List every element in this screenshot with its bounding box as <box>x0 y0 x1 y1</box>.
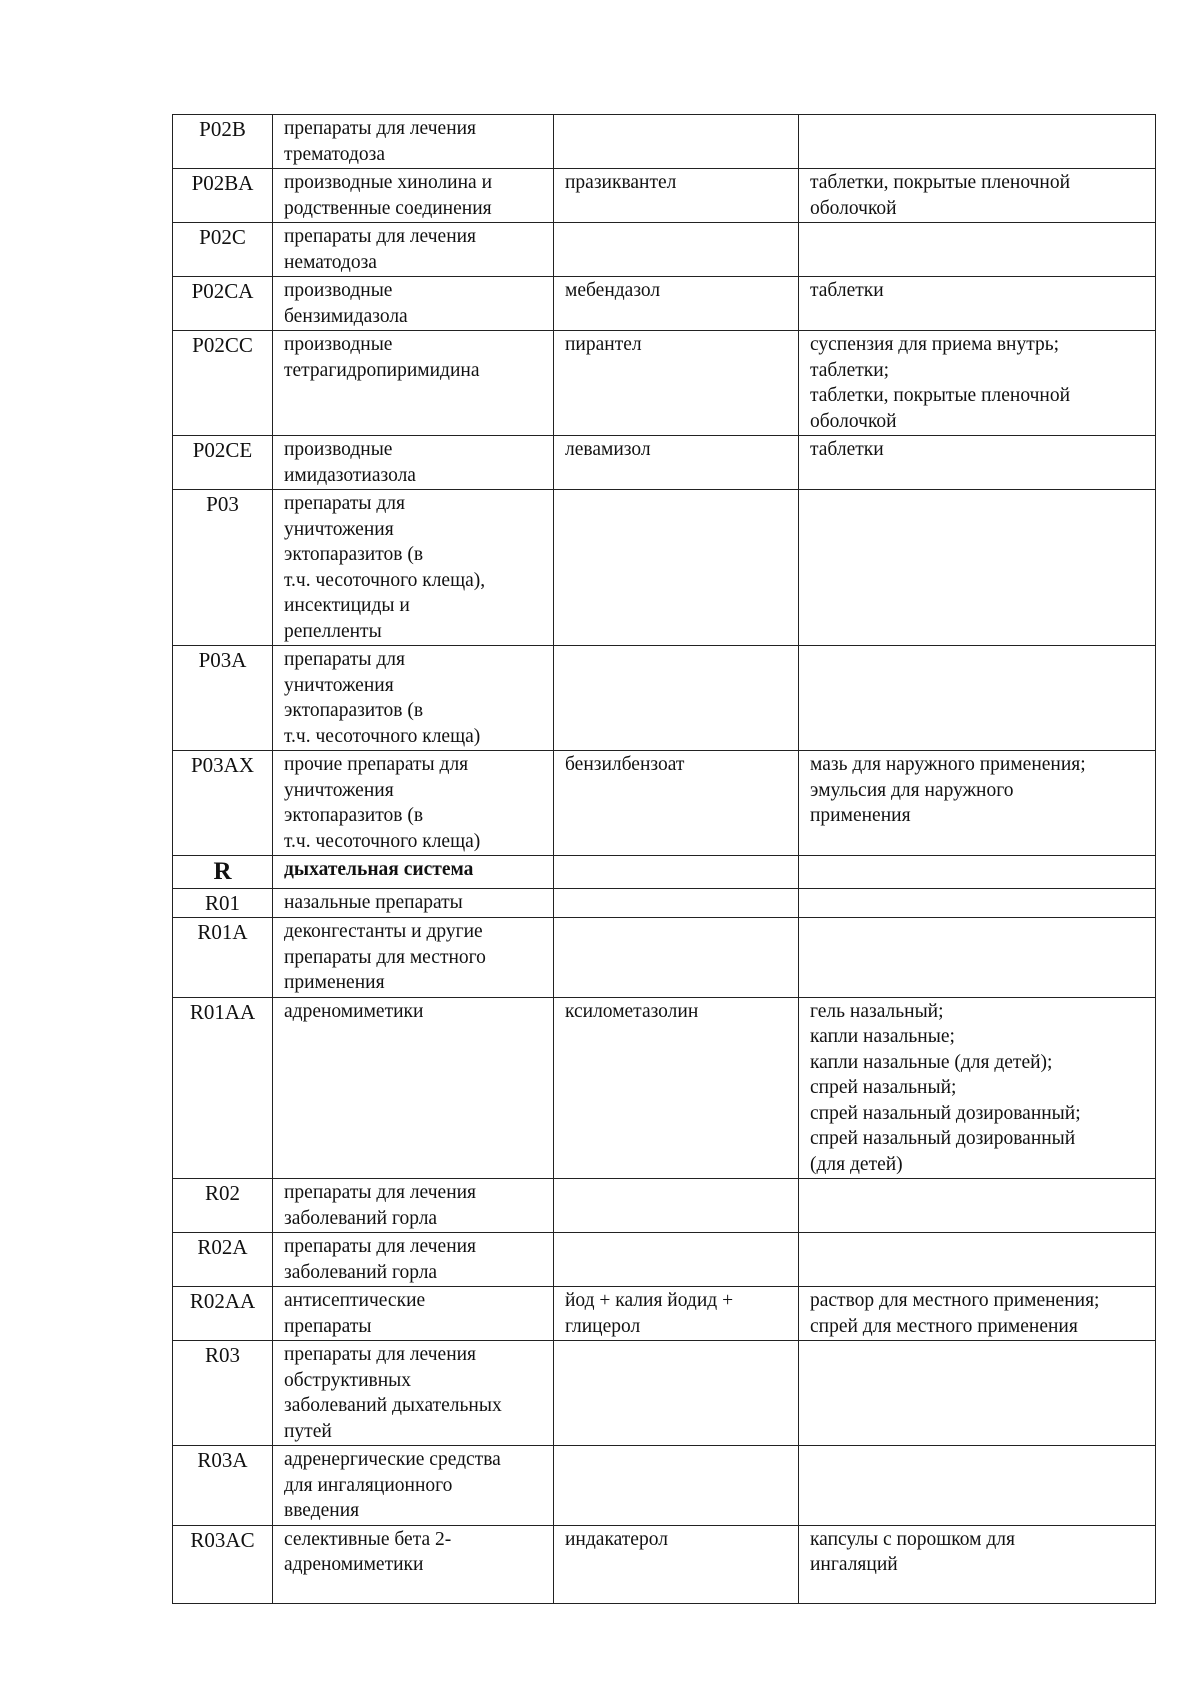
table-row <box>173 918 1156 998</box>
drug-name-cell: индакатерол <box>554 1525 799 1603</box>
atc-code-cell: R02A <box>173 1233 273 1287</box>
drug-name-cell: йод + калия йодид + глицерол <box>554 1287 799 1341</box>
drug-name-cell: левамизол <box>554 436 799 490</box>
dosage-form-cell <box>799 490 1156 646</box>
group-name-cell: производные бензимидазола <box>273 277 554 331</box>
table-row <box>173 889 1156 918</box>
group-name-cell: адреномиметики <box>273 997 554 1179</box>
atc-code-cell: R03A <box>173 1446 273 1526</box>
table-row <box>173 1525 1156 1603</box>
group-name-cell: производные тетрагидропиримидина <box>273 331 554 436</box>
dosage-form-cell: таблетки <box>799 436 1156 490</box>
dosage-form-cell: капсулы с порошком для ингаляций <box>799 1525 1156 1603</box>
drug-name-cell <box>554 889 799 918</box>
group-name-cell: прочие препараты для уничтожения эктопаразитов (в т.ч. чесоточного клеща) <box>273 751 554 856</box>
dosage-form-cell: таблетки, покрытые пленочной оболочкой <box>799 169 1156 223</box>
dosage-form-cell: мазь для наружного применения; эмульсия для наружного применения <box>799 751 1156 856</box>
atc-code-cell: P02CA <box>173 277 273 331</box>
group-name-cell: деконгестанты и другие препараты для местного применения <box>273 918 554 998</box>
dosage-form-cell <box>799 856 1156 889</box>
table-row <box>173 997 1156 1179</box>
atc-code-cell: R <box>173 856 273 889</box>
drug-name-cell: пирантел <box>554 331 799 436</box>
atc-code-cell: R02 <box>173 1179 273 1233</box>
group-name-cell: селективные бета 2- адреномиметики <box>273 1525 554 1603</box>
drug-name-cell <box>554 1446 799 1526</box>
atc-code-cell: P02B <box>173 115 273 169</box>
drug-name-cell <box>554 115 799 169</box>
table-row <box>173 115 1156 169</box>
group-name-cell: назальные препараты <box>273 889 554 918</box>
group-name-cell: производные хинолина и родственные соединения <box>273 169 554 223</box>
drug-name-cell <box>554 490 799 646</box>
atc-code-cell: P03A <box>173 646 273 751</box>
atc-code-cell: P03 <box>173 490 273 646</box>
drug-name-cell <box>554 1233 799 1287</box>
table-row <box>173 646 1156 751</box>
table-row <box>173 1233 1156 1287</box>
atc-code-cell: P02CE <box>173 436 273 490</box>
group-name-cell: препараты для лечения трематодоза <box>273 115 554 169</box>
dosage-form-cell: таблетки <box>799 277 1156 331</box>
dosage-form-cell <box>799 223 1156 277</box>
atc-code-cell: R03AC <box>173 1525 273 1603</box>
group-name-cell: производные имидазотиазола <box>273 436 554 490</box>
group-name-cell: дыхательная система <box>273 856 554 889</box>
atc-code-cell: R01 <box>173 889 273 918</box>
group-name-cell: препараты для уничтожения эктопаразитов (в т.ч. чесоточного клеща) <box>273 646 554 751</box>
drug-name-cell <box>554 856 799 889</box>
drug-name-cell: ксилометазолин <box>554 997 799 1179</box>
atc-code-cell: R02AA <box>173 1287 273 1341</box>
group-name-cell: препараты для лечения заболеваний горла <box>273 1179 554 1233</box>
group-name-cell: препараты для уничтожения эктопаразитов (в т.ч. чесоточного клеща), инсектициды и репелленты <box>273 490 554 646</box>
dosage-form-cell <box>799 1233 1156 1287</box>
table-row <box>173 223 1156 277</box>
atc-code-cell: P02C <box>173 223 273 277</box>
group-name-cell: адренергические средства для ингаляционного введения <box>273 1446 554 1526</box>
table-row <box>173 169 1156 223</box>
dosage-form-cell <box>799 918 1156 998</box>
drug-name-cell <box>554 918 799 998</box>
atc-code-cell: P03AX <box>173 751 273 856</box>
table-row <box>173 1287 1156 1341</box>
drug-name-cell <box>554 223 799 277</box>
table-row <box>173 1341 1156 1446</box>
group-name-cell: препараты для лечения заболеваний горла <box>273 1233 554 1287</box>
table-row <box>173 1446 1156 1526</box>
drug-classification-table <box>172 114 1156 1604</box>
drug-name-cell: празиквантел <box>554 169 799 223</box>
dosage-form-cell: суспензия для приема внутрь; таблетки; таблетки, покрытые пленочной оболочкой <box>799 331 1156 436</box>
table-row <box>173 277 1156 331</box>
dosage-form-cell <box>799 1341 1156 1446</box>
drug-name-cell <box>554 1341 799 1446</box>
table-row <box>173 331 1156 436</box>
dosage-form-cell: раствор для местного применения; спрей для местного применения <box>799 1287 1156 1341</box>
atc-code-cell: P02CC <box>173 331 273 436</box>
atc-code-cell: R01AA <box>173 997 273 1179</box>
table-row <box>173 751 1156 856</box>
group-name-cell: препараты для лечения обструктивных заболеваний дыхательных путей <box>273 1341 554 1446</box>
dosage-form-cell <box>799 115 1156 169</box>
table-row <box>173 490 1156 646</box>
dosage-form-cell <box>799 1179 1156 1233</box>
atc-code-cell: P02BA <box>173 169 273 223</box>
drug-name-cell: бензилбензоат <box>554 751 799 856</box>
dosage-form-cell <box>799 1446 1156 1526</box>
group-name-cell: препараты для лечения нематодоза <box>273 223 554 277</box>
table-row <box>173 1179 1156 1233</box>
drug-name-cell <box>554 646 799 751</box>
atc-code-cell: R01A <box>173 918 273 998</box>
section-row <box>173 856 1156 889</box>
table-row <box>173 436 1156 490</box>
atc-code-cell: R03 <box>173 1341 273 1446</box>
group-name-cell: антисептические препараты <box>273 1287 554 1341</box>
dosage-form-cell: гель назальный; капли назальные; капли назальные (для детей); спрей назальный; спрей назальный дозированный; спрей назальный дозированный (для детей) <box>799 997 1156 1179</box>
drug-name-cell: мебендазол <box>554 277 799 331</box>
dosage-form-cell <box>799 646 1156 751</box>
dosage-form-cell <box>799 889 1156 918</box>
drug-name-cell <box>554 1179 799 1233</box>
